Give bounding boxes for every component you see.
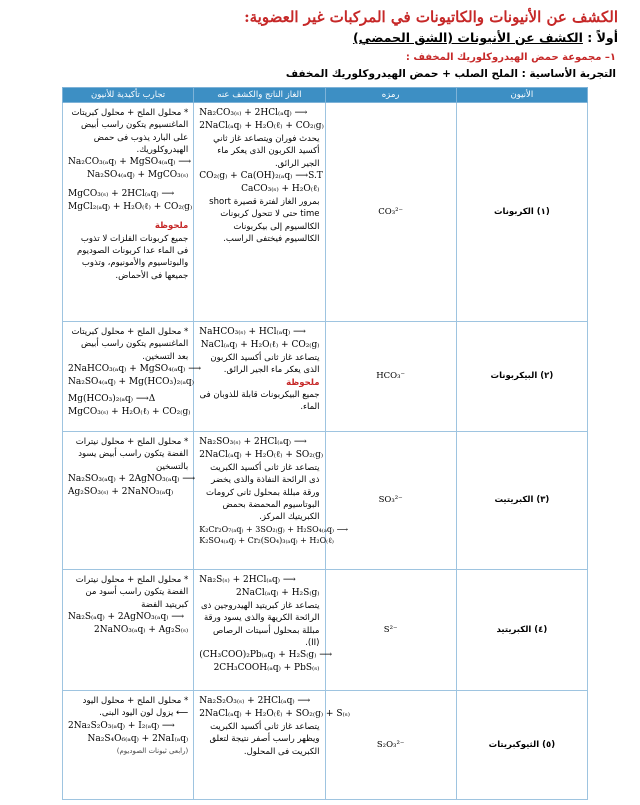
equation: Na₂S₄O₆₍ₐq₎ + 2NaI₍ₐq₎ — [87, 733, 189, 744]
subtitle-text: الكشف عن الأنيونات (الشق الحمضي) — [352, 30, 583, 45]
note-text: جميع البيكربونات قابلة للذوبان فى الماء. — [199, 390, 320, 413]
section-subtitle — [353, 30, 618, 45]
equation: Na₂SO₄₍ₐq₎ + MgCO₃₍ₛ₎ — [87, 170, 189, 181]
header-confirm: تجارب تأكيدية للأنيون — [63, 88, 194, 103]
gas-text: يتصاعد غاز ثانى أكسيد الكربون الذى يعكر ماء الجير الرائق. — [210, 353, 320, 376]
equation: MgCO₃₍ₛ₎ + H₂O₍ℓ₎ + CO₂₍g₎ — [68, 407, 191, 418]
group-heading: ١– مجموعة حمض الهيدروكلوريك المخفف : — [405, 52, 616, 63]
product-name: (رابعى ثيونات الصوديوم) — [116, 746, 189, 755]
confirm-text: * محلول الملح + محلول كبريتات الماغنسيوم يتكون راسب أبيض على البارد يذوب فى حمض الهيدروكلوريك. — [71, 108, 189, 155]
table-row — [63, 432, 588, 570]
gas-text: بمرور الغاز لفترة قصيرة short time حتى لا تتحول كربونات الكالسيوم إلى بيكربونات الكالسيوم فيختفى الراسب. — [209, 197, 320, 245]
header-symbol: رمزه — [325, 88, 456, 103]
note-label: ملحوظة — [286, 377, 320, 388]
equation: CaCO₃₍ₛ₎ + H₂O₍ℓ₎ — [241, 184, 320, 195]
confirm-cell — [63, 691, 194, 800]
equation: 2NaCl₍ₐq₎ + H₂O₍ℓ₎ + CO₂₍g₎ — [199, 121, 324, 132]
note-text: جميع كربونات الفلزات لا تذوب فى الماء عدا كربونات الصوديوم والبوتاسيوم والأمونيوم، وتذوب جميعها فى الأحماض. — [76, 233, 189, 281]
equation: 2Na₂S₂O₃₍ₐq₎ + I₂₍ₐq₎ ⟶ — [68, 720, 175, 731]
equation: 2NaHCO₃₍ₐq₎ + MgSO₄₍ₐq₎ ⟶ — [68, 363, 202, 374]
anion-symbol: S₂O₃²⁻ — [325, 691, 456, 800]
gas-cell — [194, 691, 350, 800]
equation: 2NaCl₍ₐq₎ + H₂O₍ℓ₎ + SO₂₍g₎ — [199, 450, 324, 461]
equation: Mg(HCO₃)₂₍ₐq₎ ⟶Δ — [68, 394, 156, 405]
equation: Na₂CO₃₍ₐq₎ + MgSO₄₍ₐq₎ ⟶ — [68, 157, 192, 168]
equation: K₂SO₄₍ₐq₎ + Cr₂(SO₄)₃₍ₐq₎ + H₂O₍ℓ₎ — [199, 536, 334, 546]
confirm-cell — [63, 103, 194, 322]
anion-symbol: SO₃²⁻ — [325, 432, 456, 570]
anion-name: (٤) الكبريتيد — [456, 570, 587, 691]
anion-symbol: CO₃²⁻ — [325, 103, 456, 322]
equation: NaHCO₃₍ₛ₎ + HCl₍ₐq₎ ⟶ — [199, 327, 306, 337]
gas-cell — [194, 432, 349, 570]
equation: 2NaNO₃₍ₐq₎ + Ag₂S₍ₛ₎ — [94, 624, 189, 635]
equation: Na₂S₍ₐq₎ + 2AgNO₃₍ₐq₎ ⟶ — [68, 611, 185, 622]
confirm-text: * محلول الملح + محلول كبريتات الماغنسيوم يتكون راسب أبيض بعد التسخين. — [71, 327, 189, 362]
table-row — [63, 103, 588, 322]
equation: 2NaCl₍ₐq₎ + H₂S₍g₎ — [236, 588, 320, 599]
gas-cell — [194, 103, 325, 322]
equation: Ag₂SO₃₍ₛ₎ + 2NaNO₃₍ₐq₎ — [68, 486, 174, 497]
equation: Na₂SO₃₍ₛ₎ + 2HCl₍ₐq₎ ⟶ — [199, 437, 307, 447]
equation: MgCO₃₍ₛ₎ + 2HCl₍ₐq₎ ⟶ — [68, 189, 175, 200]
note-label: ملحوظة — [154, 221, 189, 232]
equation: Na₂S₂O₃₍ₛ₎ + 2HCl₍ₐq₎ ⟶ — [199, 696, 311, 706]
confirm-cell — [63, 432, 194, 570]
gas-cell — [194, 570, 333, 691]
anion-name: (٣) الكبريتيت — [456, 432, 587, 570]
equation: Na₂CO₃₍ₛ₎ + 2HCl₍ₐq₎ ⟶ — [199, 108, 308, 118]
anion-name: (٥) الثيوكبريتات — [456, 691, 587, 800]
gas-text: يتصاعد غاز ثانى أكسيد الكبريت ذى الرائحة النفاذة والذى يخضر ورقة مبللة بمحلول ثانى كرومات البوتاسيوم المحمضة بحمض الكبريتيك المركز. — [206, 463, 320, 523]
confirm-cell — [63, 570, 194, 691]
table-row — [63, 691, 588, 800]
basic-test: التجربة الأساسية : الملح الصلب + حمض الهيدروكلوريك المخفف — [285, 68, 616, 80]
equation: (CH₃COO)₂Pb₍ₐq₎ + H₂S₍g₎ ⟶ — [199, 650, 333, 661]
equation: MgCl₂₍ₐq₎ + H₂O₍ℓ₎ + CO₂₍g₎ — [68, 202, 193, 213]
equation: Na₂S₍ₛ₎ + 2HCl₍ₐq₎ ⟶ — [199, 575, 296, 585]
equation: 2CH₃COOH₍ₐq₎ + PbS₍ₛ₎ — [213, 663, 320, 674]
gas-text: يتصاعد غاز ثانى أكسيد الكبريت ويظهر راسب أصفر نتيجة لتعلق الكبريت فى المحلول. — [209, 722, 320, 757]
equation: Na₂SO₃₍ₐq₎ + 2AgNO₃₍ₐq₎ ⟶ — [68, 473, 196, 484]
gas-text: يتصاعد غاز كبريتيد الهيدروجين ذى الرائحة الكريهة والذى يسود ورقة مبللة بمحلول أسيتات الرصاص (II). — [201, 601, 320, 649]
anion-symbol: S²⁻ — [325, 570, 456, 691]
equation: CO₂₍g₎ + Ca(OH)₂₍ₐq₎ ⟶S.T — [199, 171, 323, 182]
table-header-row — [63, 88, 588, 103]
confirm-cell — [63, 322, 202, 432]
table-row — [63, 322, 588, 432]
page-title: الكشف عن الأنيونات والكاتيونات في المركبات غير العضوية: — [244, 8, 618, 26]
confirm-text: * محلول الملح + محلول نيترات الفضة يتكون راسب أسود من كبريتيد الفضة — [75, 575, 189, 610]
header-gas: الغاز الناتج والكشف عنه — [194, 88, 325, 103]
equation: NaCl₍ₐq₎ + H₂O₍ℓ₎ + CO₂₍g₎ — [200, 340, 320, 351]
confirm-text: * محلول الملح + محلول اليود ⟵ يزول لون اليود البنى. — [82, 696, 189, 719]
equation: Na₂SO₄₍ₐq₎ + Mg(HCO₃)₂₍ₐq₎ — [68, 376, 194, 387]
gas-text: يحدث فوران ويتصاعد غاز ثاني أكسيد الكربون الذى يعكر ماء الجير الرائق. — [213, 134, 320, 169]
header-anion: الأنيون — [456, 88, 587, 103]
anion-symbol: HCO₃⁻ — [325, 322, 456, 432]
equation: K₂Cr₂O₇₍ₐq₎ + 3SO₂₍g₎ + H₂SO₄₍ₐq₎ ⟶ — [199, 524, 349, 534]
gas-cell — [194, 322, 325, 432]
subtitle-prefix: أولاً : — [582, 30, 618, 45]
table-row — [63, 570, 588, 691]
anion-name: (٢) البيكربونات — [456, 322, 587, 432]
equation: 2NaCl₍ₐq₎ + H₂O₍ℓ₎ + SO₂₍g₎ + S₍ₛ₎ — [199, 709, 350, 720]
confirm-text: * محلول الملح + محلول نيترات الفضة يتكون راسب أبيض يسود بالتسخين — [75, 437, 189, 472]
anion-table — [62, 87, 588, 800]
anion-name: (١) الكربونات — [456, 103, 587, 322]
